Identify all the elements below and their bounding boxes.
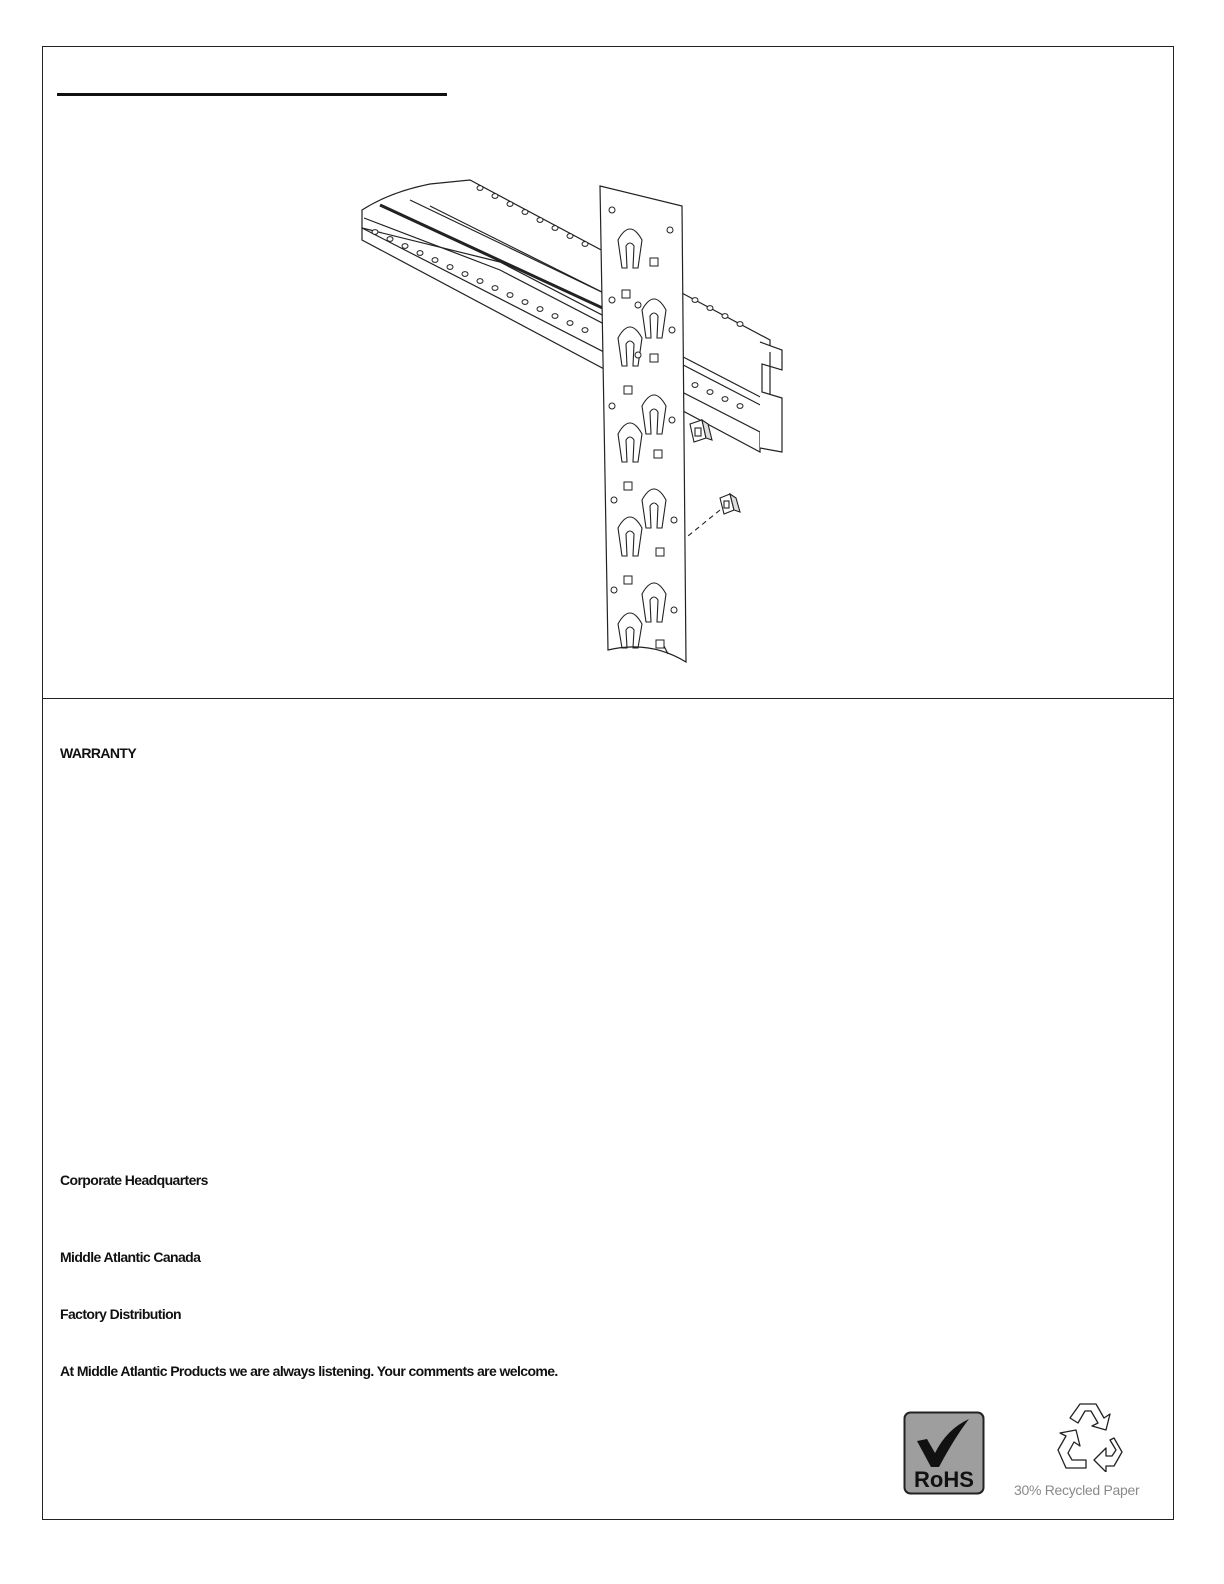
comments-statement: At Middle Atlantic Products we are always listening. Your comments are welcome. [60, 1363, 558, 1379]
rack-rail-illustration [350, 170, 800, 670]
warranty-heading: WARRANTY [60, 745, 137, 761]
canada-heading: Middle Atlantic Canada [60, 1249, 201, 1265]
recycled-paper-caption: 30% Recycled Paper [1014, 1482, 1140, 1498]
rohs-badge [903, 1411, 985, 1495]
section-divider [42, 698, 1174, 699]
corporate-headquarters-heading: Corporate Headquarters [60, 1172, 208, 1188]
rohs-label: RoHS [914, 1467, 974, 1492]
title-rule [57, 93, 447, 96]
recycle-icon [1050, 1398, 1128, 1472]
factory-distribution-heading: Factory Distribution [60, 1306, 182, 1322]
